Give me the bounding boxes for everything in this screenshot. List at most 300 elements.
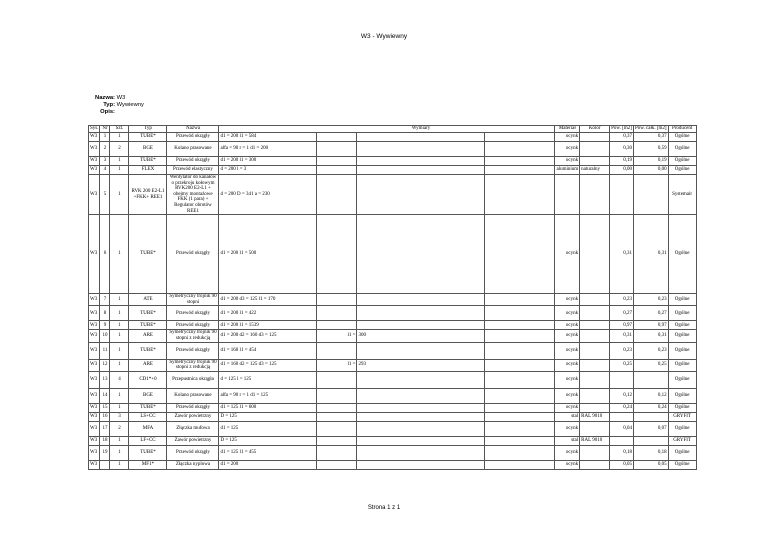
col-pow-calk: Pow. całk. [m2] bbox=[634, 126, 667, 132]
cell-extra bbox=[317, 445, 357, 460]
cell-szt: 1 bbox=[110, 166, 129, 175]
cell-nazwa: Przewód elastyczny bbox=[167, 166, 219, 175]
cell-pow: 0,23 bbox=[610, 342, 634, 359]
components-table bbox=[88, 125, 697, 470]
cell-nr: 5 bbox=[100, 175, 110, 215]
cell-pad bbox=[485, 321, 555, 330]
cell-nazwa: Zawór powietrzny bbox=[167, 412, 219, 421]
cell-pad bbox=[485, 412, 555, 421]
cell-pow-calk: 0,25 bbox=[633, 359, 668, 371]
cell-szt: 3 bbox=[110, 412, 129, 421]
cell-producent: Ogólne bbox=[668, 342, 696, 359]
col-dims-b bbox=[317, 126, 357, 133]
cell-nazwa: Kolano prasowane bbox=[167, 142, 219, 157]
cell-nazwa: Przewód okrągły bbox=[167, 403, 219, 412]
col-producent: Producent bbox=[668, 126, 696, 133]
cell-pad bbox=[485, 215, 555, 294]
cell-typ: ARE bbox=[129, 359, 167, 371]
cell-typ: TUBE* bbox=[129, 306, 167, 321]
table-row bbox=[89, 342, 697, 359]
cell-kolor bbox=[580, 142, 610, 157]
cell-nazwa: Wentylator do kanałów o przekroju kołowym RVK200 E2-L1 + obejmy montażowe FKK (1 para) + Regulator obrotów REE1 bbox=[167, 175, 219, 215]
table-row bbox=[89, 330, 697, 342]
cell-material: ocynk bbox=[555, 421, 580, 436]
table-row bbox=[89, 388, 697, 403]
cell-nr: 9 bbox=[100, 321, 110, 330]
cell-nr: 10 bbox=[100, 330, 110, 342]
cell-extra bbox=[317, 460, 357, 469]
cell-material: aluminium bbox=[555, 166, 580, 175]
cell-producent: Ogólne bbox=[668, 371, 696, 388]
cell-pow: 0,12 bbox=[610, 388, 634, 403]
cell-extra bbox=[317, 142, 357, 157]
cell-producent: Systemair bbox=[668, 175, 696, 215]
cell-pow-calk bbox=[633, 436, 668, 445]
cell-extra bbox=[317, 342, 357, 359]
cell-pow: 0,25 bbox=[610, 359, 634, 371]
cell-pad bbox=[485, 436, 555, 445]
cell-szt: 1 bbox=[110, 215, 129, 294]
cell-typ: MF1* bbox=[129, 460, 167, 469]
cell-pow: 0,31 bbox=[610, 330, 634, 342]
cell-extra-val: 300 bbox=[357, 330, 485, 342]
cell-pow-calk: 0,00 bbox=[633, 166, 668, 175]
table-row bbox=[89, 175, 697, 215]
cell-dims: d1 = 200 l1 = 300 bbox=[219, 157, 317, 166]
cell-pow: 0,30 bbox=[610, 142, 634, 157]
cell-nazwa: Przewód okrągły bbox=[167, 306, 219, 321]
cell-pad bbox=[485, 142, 555, 157]
cell-szt: 1 bbox=[110, 445, 129, 460]
cell-pow-calk bbox=[633, 412, 668, 421]
col-wymiary-pad bbox=[485, 126, 555, 133]
cell-sys: W3 bbox=[89, 412, 100, 421]
cell-extra bbox=[317, 421, 357, 436]
cell-extra-val bbox=[357, 142, 485, 157]
cell-pad bbox=[485, 166, 555, 175]
table-row bbox=[89, 445, 697, 460]
cell-extra bbox=[317, 306, 357, 321]
cell-typ: LF+CC bbox=[129, 436, 167, 445]
cell-sys: W3 bbox=[89, 215, 100, 294]
cell-extra-val bbox=[357, 342, 485, 359]
cell-extra bbox=[317, 133, 357, 142]
table-row bbox=[89, 321, 697, 330]
cell-szt: 1 bbox=[110, 460, 129, 469]
cell-producent: Ogólne bbox=[668, 157, 696, 166]
cell-pad bbox=[485, 330, 555, 342]
cell-material: ocynk bbox=[555, 359, 580, 371]
table-row bbox=[89, 157, 697, 166]
cell-nr: 11 bbox=[100, 342, 110, 359]
cell-sys: W3 bbox=[89, 306, 100, 321]
cell-typ: TUBE* bbox=[129, 342, 167, 359]
cell-dims: alfa = 90 r = 1 d1 = 125 bbox=[219, 388, 317, 403]
cell-material: ocynk bbox=[555, 371, 580, 388]
desc-label: Opis: bbox=[100, 109, 115, 115]
page-footer: Strona 1 z 1 bbox=[367, 505, 401, 511]
cell-dims: d1 = 200 d3 = 125 l1 = 170 bbox=[219, 294, 317, 306]
cell-extra-val bbox=[357, 215, 485, 294]
cell-sys: W3 bbox=[89, 157, 100, 166]
cell-typ: TUBE* bbox=[129, 215, 167, 294]
cell-producent: Ogólne bbox=[668, 421, 696, 436]
cell-material: stal bbox=[555, 412, 580, 421]
cell-nazwa: Kolano prasowane bbox=[167, 388, 219, 403]
table-row bbox=[89, 166, 697, 175]
cell-nazwa: Przewód okrągły bbox=[167, 133, 219, 142]
cell-sys: W3 bbox=[89, 166, 100, 175]
cell-producent: GRYFIT bbox=[668, 412, 696, 421]
cell-typ: BGE bbox=[129, 142, 167, 157]
cell-typ: RVK 200 E2-L1 +FKK+ REE1 bbox=[129, 175, 167, 215]
cell-pad bbox=[485, 175, 555, 215]
cell-extra-val bbox=[357, 294, 485, 306]
cell-nr: 8 bbox=[100, 306, 110, 321]
cell-szt: 1 bbox=[110, 436, 129, 445]
cell-pow-calk: 0,05 bbox=[633, 460, 668, 469]
cell-material: ocynk bbox=[555, 445, 580, 460]
cell-nazwa: Symetryczny trójnik 90 stopni z redukcją bbox=[167, 359, 219, 371]
cell-kolor bbox=[580, 403, 610, 412]
cell-typ: FLEX bbox=[129, 166, 167, 175]
cell-pow: 0,97 bbox=[610, 321, 634, 330]
cell-pad bbox=[485, 359, 555, 371]
cell-szt: 1 bbox=[110, 321, 129, 330]
cell-extra bbox=[317, 371, 357, 388]
cell-kolor: RAL 9010 bbox=[580, 436, 610, 445]
cell-dims: d1 = 160 l1 = 454 bbox=[219, 342, 317, 359]
cell-extra: l1 = bbox=[317, 359, 357, 371]
cell-pow-calk: 0,18 bbox=[633, 445, 668, 460]
table-row bbox=[89, 371, 697, 388]
meta-block bbox=[88, 95, 144, 116]
cell-pow-calk: 0,23 bbox=[633, 294, 668, 306]
cell-nazwa: Przepustnica okrągła bbox=[167, 371, 219, 388]
cell-extra-val bbox=[357, 306, 485, 321]
cell-extra bbox=[317, 388, 357, 403]
table-row bbox=[89, 215, 697, 294]
cell-kolor bbox=[580, 157, 610, 166]
cell-extra-val bbox=[357, 436, 485, 445]
cell-kolor bbox=[580, 445, 610, 460]
cell-nr: 19 bbox=[100, 445, 110, 460]
cell-nr: 18 bbox=[100, 436, 110, 445]
cell-sys: W3 bbox=[89, 321, 100, 330]
cell-typ: ATE bbox=[129, 294, 167, 306]
cell-pad bbox=[485, 306, 555, 321]
cell-szt: 1 bbox=[110, 342, 129, 359]
cell-pow: 0,04 bbox=[610, 421, 634, 436]
cell-sys: W3 bbox=[89, 403, 100, 412]
cell-pow bbox=[610, 412, 634, 421]
cell-producent: Ogólne bbox=[668, 403, 696, 412]
cell-producent: Ogólne bbox=[668, 215, 696, 294]
cell-dims: d1 = 200 l1 = 422 bbox=[219, 306, 317, 321]
cell-pad bbox=[485, 445, 555, 460]
table-row bbox=[89, 306, 697, 321]
cell-material bbox=[555, 175, 580, 215]
type-label: Typ: bbox=[103, 102, 115, 108]
cell-extra-val bbox=[357, 403, 485, 412]
cell-kolor bbox=[580, 306, 610, 321]
cell-pow bbox=[610, 175, 634, 215]
col-szt: Szt. bbox=[110, 126, 129, 133]
cell-nr: 13 bbox=[100, 371, 110, 388]
cell-producent: Ogólne bbox=[668, 321, 696, 330]
cell-kolor bbox=[580, 460, 610, 469]
cell-extra bbox=[317, 321, 357, 330]
cell-pow: 0,31 bbox=[610, 215, 634, 294]
cell-szt: 1 bbox=[110, 330, 129, 342]
cell-kolor bbox=[580, 294, 610, 306]
cell-dims: d1 = 160 d2 = 125 d3 = 125 bbox=[219, 359, 317, 371]
cell-nr: 15 bbox=[100, 403, 110, 412]
cell-kolor bbox=[580, 133, 610, 142]
cell-material: ocynk bbox=[555, 133, 580, 142]
cell-kolor bbox=[580, 388, 610, 403]
cell-szt: 2 bbox=[110, 421, 129, 436]
cell-typ: TUBE* bbox=[129, 445, 167, 460]
cell-sys: W3 bbox=[89, 133, 100, 142]
cell-material: stal bbox=[555, 436, 580, 445]
cell-nr: 17 bbox=[100, 421, 110, 436]
cell-sys: W3 bbox=[89, 175, 100, 215]
cell-pow-calk bbox=[633, 371, 668, 388]
cell-producent: Ogólne bbox=[668, 133, 696, 142]
table-row bbox=[89, 460, 697, 469]
cell-nazwa: Symetryczny trójnik 90 stopni bbox=[167, 294, 219, 306]
cell-pow bbox=[610, 436, 634, 445]
cell-nazwa: Przewód okrągły bbox=[167, 445, 219, 460]
cell-pad bbox=[485, 133, 555, 142]
cell-material: ocynk bbox=[555, 403, 580, 412]
cell-pow-calk: 0,31 bbox=[633, 215, 668, 294]
cell-pow: 0,19 bbox=[610, 157, 634, 166]
table-row bbox=[89, 436, 697, 445]
cell-nr: 2 bbox=[100, 142, 110, 157]
cell-producent: Ogólne bbox=[668, 460, 696, 469]
cell-extra bbox=[317, 175, 357, 215]
cell-extra-val bbox=[357, 445, 485, 460]
col-nazwa: Nazwa bbox=[167, 126, 219, 133]
cell-pad bbox=[485, 421, 555, 436]
cell-extra bbox=[317, 157, 357, 166]
cell-szt: 4 bbox=[110, 371, 129, 388]
cell-sys: W3 bbox=[89, 294, 100, 306]
table-row bbox=[89, 294, 697, 306]
cell-szt: 1 bbox=[110, 403, 129, 412]
col-sys: Sys. bbox=[90, 126, 99, 132]
cell-pow-calk: 0,37 bbox=[633, 133, 668, 142]
cell-material: ocynk bbox=[555, 388, 580, 403]
cell-typ: ARE bbox=[129, 330, 167, 342]
cell-material: ocynk bbox=[555, 330, 580, 342]
cell-typ: LS+CC bbox=[129, 412, 167, 421]
cell-pow-calk: 0,27 bbox=[633, 306, 668, 321]
cell-dims: d1 = 200 l1 = 500 bbox=[219, 215, 317, 294]
cell-kolor bbox=[580, 359, 610, 371]
cell-pow-calk: 0,19 bbox=[633, 157, 668, 166]
col-material: Materiał bbox=[555, 126, 580, 133]
cell-nr: 12 bbox=[100, 359, 110, 371]
cell-nr: 1 bbox=[100, 133, 110, 142]
cell-extra-val bbox=[357, 421, 485, 436]
cell-material: ocynk bbox=[555, 157, 580, 166]
name-label: Nazwa: bbox=[95, 95, 115, 101]
cell-producent: Ogólne bbox=[668, 294, 696, 306]
cell-kolor bbox=[580, 330, 610, 342]
cell-nazwa: Przewód okrągły bbox=[167, 321, 219, 330]
cell-pow: 0,37 bbox=[610, 133, 634, 142]
cell-dims: d1 = 125 l1 = 600 bbox=[219, 403, 317, 412]
table-header-row bbox=[89, 126, 697, 133]
cell-producent: Ogólne bbox=[668, 142, 696, 157]
cell-sys: W3 bbox=[89, 421, 100, 436]
cell-extra-val bbox=[357, 460, 485, 469]
cell-extra bbox=[317, 412, 357, 421]
cell-sys: W3 bbox=[89, 388, 100, 403]
cell-typ: CD1*+0 bbox=[129, 371, 167, 388]
cell-pow-calk bbox=[633, 175, 668, 215]
cell-kolor bbox=[580, 215, 610, 294]
cell-szt: 1 bbox=[110, 294, 129, 306]
cell-pow-calk: 0,31 bbox=[633, 330, 668, 342]
cell-nr: 6 bbox=[100, 215, 110, 294]
cell-dims: d1 = 200 l1 = 1539 bbox=[219, 321, 317, 330]
cell-kolor bbox=[580, 321, 610, 330]
cell-dims: D = 125 bbox=[219, 436, 317, 445]
table-row bbox=[89, 133, 697, 142]
cell-producent: Ogólne bbox=[668, 330, 696, 342]
cell-material: ocynk bbox=[555, 215, 580, 294]
cell-kolor bbox=[580, 421, 610, 436]
cell-kolor: RAL 9010 bbox=[580, 412, 610, 421]
cell-material: ocynk bbox=[555, 306, 580, 321]
cell-producent: Ogólne bbox=[668, 306, 696, 321]
cell-material: ocynk bbox=[555, 294, 580, 306]
cell-material: ocynk bbox=[555, 342, 580, 359]
cell-pow bbox=[610, 371, 634, 388]
cell-szt: 1 bbox=[110, 175, 129, 215]
cell-typ: TUBE* bbox=[129, 133, 167, 142]
cell-dims: d1 = 200 d2 = 160 d3 = 125 bbox=[219, 330, 317, 342]
col-typ: Typ bbox=[129, 126, 167, 133]
table-row bbox=[89, 142, 697, 157]
col-dims-a bbox=[219, 126, 317, 133]
cell-dims: d = 200 l = 3 bbox=[219, 166, 317, 175]
cell-sys: W3 bbox=[89, 371, 100, 388]
cell-extra-val bbox=[357, 388, 485, 403]
cell-dims: d1 = 200 bbox=[219, 460, 317, 469]
cell-pad bbox=[485, 388, 555, 403]
cell-extra-val bbox=[357, 166, 485, 175]
cell-nr: 7 bbox=[100, 294, 110, 306]
cell-szt: 1 bbox=[110, 359, 129, 371]
cell-pow-calk: 0,23 bbox=[633, 342, 668, 359]
cell-extra bbox=[317, 215, 357, 294]
cell-sys: W3 bbox=[89, 445, 100, 460]
cell-nr bbox=[100, 460, 110, 469]
cell-pow: 0,27 bbox=[610, 306, 634, 321]
cell-nazwa: Symetryczny trójnik 90 stopni z redukcją bbox=[167, 330, 219, 342]
cell-nr: 3 bbox=[100, 157, 110, 166]
cell-nazwa: Przewód okrągły bbox=[167, 157, 219, 166]
cell-pad bbox=[485, 460, 555, 469]
cell-material: ocynk bbox=[555, 460, 580, 469]
name-value: W3 bbox=[116, 95, 126, 101]
cell-pow: 0,00 bbox=[610, 166, 634, 175]
cell-extra bbox=[317, 166, 357, 175]
cell-nazwa: Złączka nyplowa bbox=[167, 460, 219, 469]
cell-sys: W3 bbox=[89, 142, 100, 157]
cell-dims: d1 = 125 bbox=[219, 421, 317, 436]
cell-nr: 16 bbox=[100, 412, 110, 421]
cell-extra bbox=[317, 294, 357, 306]
table-row bbox=[89, 421, 697, 436]
cell-szt: 1 bbox=[110, 306, 129, 321]
cell-pad bbox=[485, 403, 555, 412]
cell-extra-val bbox=[357, 133, 485, 142]
cell-nazwa: Zawór powietrzny bbox=[167, 436, 219, 445]
cell-nazwa: Złączka mufowa bbox=[167, 421, 219, 436]
cell-sys: W3 bbox=[89, 330, 100, 342]
cell-dims: alfa = 90 r = 1 d1 = 200 bbox=[219, 142, 317, 157]
cell-nr: 4 bbox=[100, 166, 110, 175]
cell-producent: Ogólne bbox=[668, 166, 696, 175]
cell-dims: d = 200 D = 341 a = 230 bbox=[219, 175, 317, 215]
cell-sys: W3 bbox=[89, 359, 100, 371]
table-row bbox=[89, 359, 697, 371]
cell-sys: W3 bbox=[89, 460, 100, 469]
cell-extra-val bbox=[357, 371, 485, 388]
table-row bbox=[89, 412, 697, 421]
cell-szt: 2 bbox=[110, 142, 129, 157]
cell-extra bbox=[317, 403, 357, 412]
cell-pad bbox=[485, 342, 555, 359]
cell-extra-val bbox=[357, 175, 485, 215]
cell-szt: 1 bbox=[110, 157, 129, 166]
cell-pow: 0,18 bbox=[610, 445, 634, 460]
cell-dims: d1 = 125 l1 = 455 bbox=[219, 445, 317, 460]
table-row bbox=[89, 403, 697, 412]
cell-pow-calk: 0,12 bbox=[633, 388, 668, 403]
cell-producent: Ogólne bbox=[668, 445, 696, 460]
col-wymiary: Wymiary bbox=[357, 126, 485, 133]
cell-sys: W3 bbox=[89, 342, 100, 359]
cell-typ: TUBE* bbox=[129, 403, 167, 412]
cell-szt: 1 bbox=[110, 388, 129, 403]
col-kolor: Kolor bbox=[580, 126, 610, 133]
cell-material: ocynk bbox=[555, 321, 580, 330]
cell-pow-calk: 0,07 bbox=[633, 421, 668, 436]
cell-pow-calk: 0,97 bbox=[633, 321, 668, 330]
col-pow: Pow. [m2] bbox=[611, 126, 632, 132]
cell-kolor bbox=[580, 342, 610, 359]
cell-dims: D = 125 bbox=[219, 412, 317, 421]
type-value: Wywiewny bbox=[116, 102, 144, 108]
cell-szt: 1 bbox=[110, 133, 129, 142]
cell-typ: TUBE* bbox=[129, 321, 167, 330]
cell-typ: MFA bbox=[129, 421, 167, 436]
cell-pow: 0,23 bbox=[610, 294, 634, 306]
cell-extra-val bbox=[357, 157, 485, 166]
cell-extra-val: 293 bbox=[357, 359, 485, 371]
cell-extra-val bbox=[357, 321, 485, 330]
cell-pow: 0,05 bbox=[610, 460, 634, 469]
cell-pad bbox=[485, 371, 555, 388]
cell-typ: TUBE* bbox=[129, 157, 167, 166]
